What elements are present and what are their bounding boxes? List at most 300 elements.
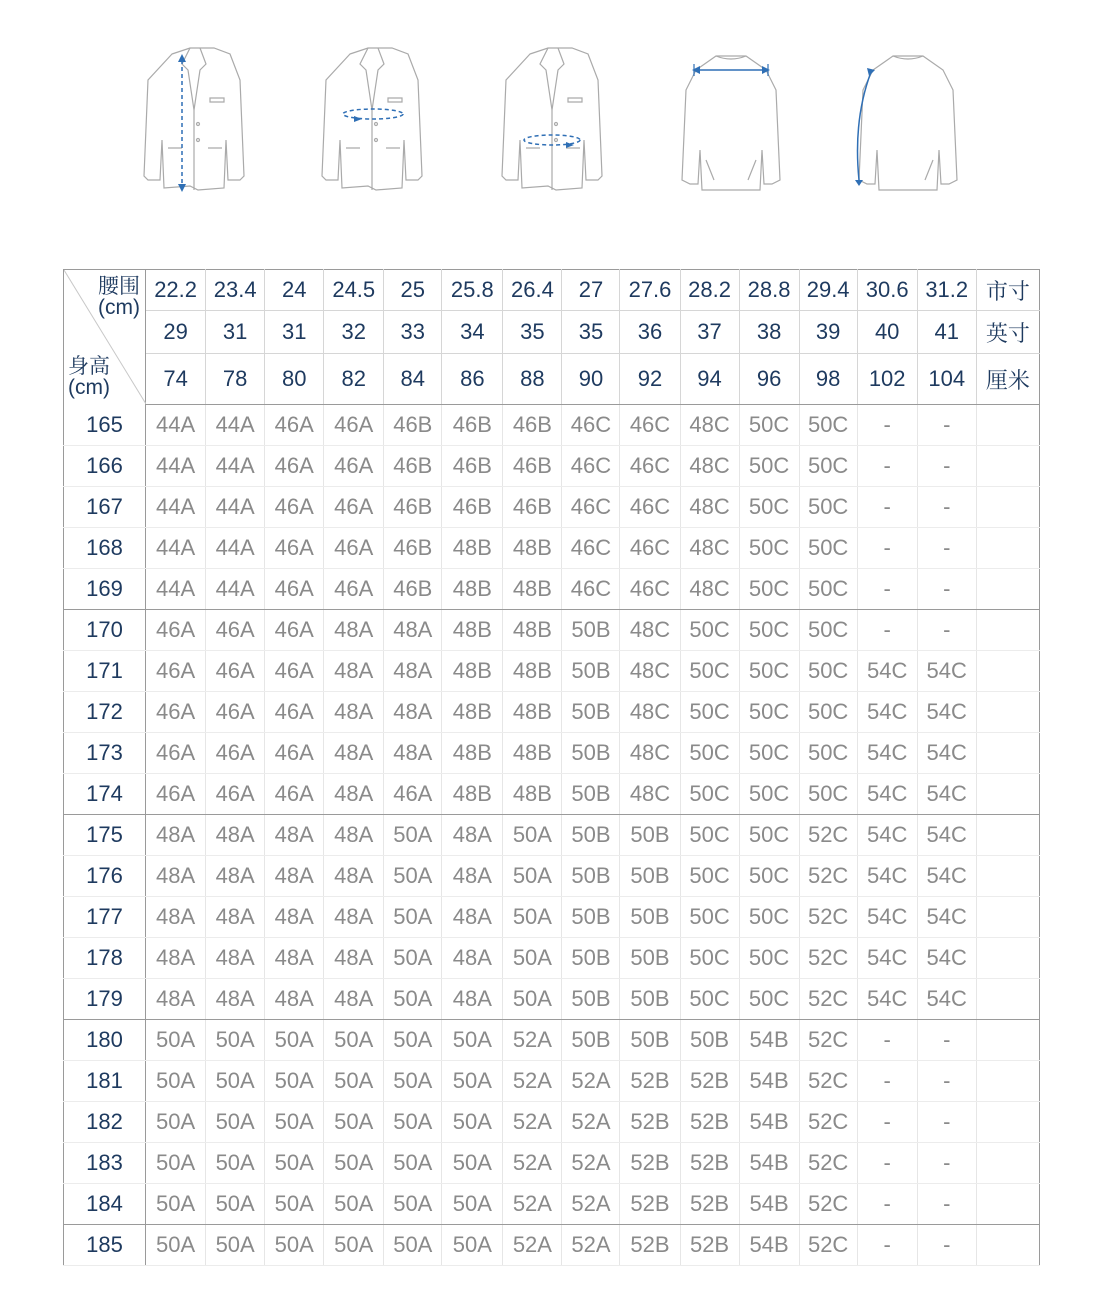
size-cell: - [917,1184,976,1225]
table-row [64,651,1040,692]
waist-value-cell: 92 [620,354,680,405]
size-cell: 50C [739,651,799,692]
size-cell: 46B [442,405,503,446]
size-cell: 50C [680,651,739,692]
size-cell: 46C [562,487,620,528]
size-cell: 54C [917,938,976,979]
size-cell: 48C [620,651,680,692]
size-cell: 48C [680,528,739,569]
table-row [64,733,1040,774]
size-cell: - [917,446,976,487]
size-cell: 50C [799,528,857,569]
size-cell: 50B [562,938,620,979]
size-cell: - [857,446,917,487]
size-cell: 50C [799,774,857,815]
size-cell: 50A [442,1143,503,1184]
empty-unit-cell [976,815,1039,856]
waist-value-cell: 30.6 [857,270,917,311]
height-cell: 176 [64,856,146,897]
waist-value-cell: 84 [384,354,442,405]
size-cell: 48A [384,733,442,774]
size-cell: 52C [799,1225,857,1266]
size-cell: 48A [324,651,384,692]
size-cell: 50C [739,610,799,651]
height-cell: 174 [64,774,146,815]
size-cell: 50A [146,1184,206,1225]
table-row [64,446,1040,487]
size-cell: 48A [324,856,384,897]
waist-value-cell: 31.2 [917,270,976,311]
size-cell: 50B [562,979,620,1020]
size-cell: 50B [562,774,620,815]
size-cell: 48A [324,938,384,979]
size-cell: 46B [384,487,442,528]
size-cell: 54C [917,979,976,1020]
size-cell: 46A [265,774,324,815]
size-cell: 50A [442,1225,503,1266]
waist-value-cell: 102 [857,354,917,405]
size-cell: 54B [739,1143,799,1184]
size-cell: 44A [146,446,206,487]
waist-axis-label: 腰围 (cm) [98,275,140,319]
size-cell: - [917,610,976,651]
header-row [64,270,1040,311]
size-cell: 46C [562,446,620,487]
unit-label: 英寸 [976,311,1039,354]
size-cell: 48C [620,733,680,774]
size-cell: 48A [146,897,206,938]
size-cell: 46A [265,733,324,774]
size-cell: 50A [265,1102,324,1143]
size-cell: 44A [146,569,206,610]
waist-value-cell: 24 [265,270,324,311]
size-cell: 50A [265,1061,324,1102]
size-cell: 54C [917,897,976,938]
size-cell: 54C [917,815,976,856]
size-cell: 52C [799,815,857,856]
size-cell: 50A [442,1020,503,1061]
waist-value-cell: 29.4 [799,270,857,311]
size-cell: - [857,487,917,528]
empty-unit-cell [976,528,1039,569]
size-cell: 52A [503,1225,562,1266]
waist-value-cell: 38 [739,311,799,354]
size-cell: 46C [620,487,680,528]
height-cell: 171 [64,651,146,692]
size-cell: 50A [384,815,442,856]
size-cell: 50A [324,1225,384,1266]
size-cell: 52B [680,1184,739,1225]
size-cell: - [857,1061,917,1102]
height-cell: 177 [64,897,146,938]
size-cell: 52A [562,1102,620,1143]
size-cell: 50A [146,1102,206,1143]
size-cell: 46A [146,610,206,651]
size-cell: 50C [680,979,739,1020]
size-cell: 50A [324,1061,384,1102]
size-cell: 46A [265,405,324,446]
size-cell: 46A [206,774,265,815]
size-cell: 46A [324,446,384,487]
size-cell: 50C [799,692,857,733]
size-cell: 50C [799,610,857,651]
size-cell: 46B [503,446,562,487]
size-cell: 50B [620,938,680,979]
size-cell: 50C [739,405,799,446]
size-cell: 52C [799,1061,857,1102]
waist-value-cell: 28.8 [739,270,799,311]
size-cell: 48A [324,979,384,1020]
size-cell: 50C [739,733,799,774]
size-cell: 48B [442,569,503,610]
size-cell: 46A [265,610,324,651]
unit-label: 市寸 [976,270,1039,311]
size-cell: 54C [857,692,917,733]
size-cell: 50C [799,405,857,446]
size-cell: 44A [206,487,265,528]
size-cell: 44A [206,405,265,446]
waist-value-cell: 27.6 [620,270,680,311]
table-row [64,979,1040,1020]
jacket-shoulder-figure [676,40,786,195]
size-cell: 50A [384,1061,442,1102]
size-cell: 46C [620,446,680,487]
size-cell: 52B [680,1225,739,1266]
size-cell: 54C [857,733,917,774]
height-axis-label: 身高 (cm) [68,355,110,399]
size-cell: 46C [620,528,680,569]
table-row [64,938,1040,979]
size-cell: 46C [562,528,620,569]
size-cell: - [857,1225,917,1266]
size-cell: 50A [324,1184,384,1225]
height-cell: 170 [64,610,146,651]
size-cell: 48A [265,979,324,1020]
size-cell: 54C [917,733,976,774]
size-cell: - [857,610,917,651]
corner-cell [64,270,146,405]
empty-unit-cell [976,610,1039,651]
size-cell: 50A [442,1184,503,1225]
waist-value-cell: 86 [442,354,503,405]
size-cell: 48C [620,774,680,815]
size-cell: 50A [206,1020,265,1061]
height-cell: 184 [64,1184,146,1225]
size-cell: 50C [739,528,799,569]
size-cell: 50C [739,938,799,979]
size-cell: 46A [206,692,265,733]
height-cell: 167 [64,487,146,528]
table-row [64,856,1040,897]
size-cell: 50A [442,1102,503,1143]
height-cell: 181 [64,1061,146,1102]
size-cell: 48A [146,979,206,1020]
table-row [64,1143,1040,1184]
size-cell: 54C [857,856,917,897]
size-cell: 50C [680,610,739,651]
size-cell: - [917,487,976,528]
height-cell: 185 [64,1225,146,1266]
size-cell: 48A [265,938,324,979]
size-cell: 52C [799,1020,857,1061]
table-row [64,1020,1040,1061]
size-cell: 50A [146,1020,206,1061]
size-cell: 48A [324,692,384,733]
table-row [64,774,1040,815]
empty-unit-cell [976,405,1039,446]
size-cell: 50B [620,856,680,897]
header-row [64,311,1040,354]
empty-unit-cell [976,774,1039,815]
size-cell: 46A [265,569,324,610]
size-cell: 52A [503,1102,562,1143]
size-cell: 52A [503,1020,562,1061]
size-cell: 50B [562,651,620,692]
size-cell: 52B [620,1143,680,1184]
size-cell: 46A [146,774,206,815]
empty-unit-cell [976,733,1039,774]
size-cell: 50A [265,1225,324,1266]
size-cell: 50A [206,1184,265,1225]
size-cell: - [917,1020,976,1061]
table-row [64,487,1040,528]
size-cell: - [917,1061,976,1102]
size-cell: 46B [503,405,562,446]
waist-value-cell: 35 [503,311,562,354]
size-cell: 50B [620,979,680,1020]
height-cell: 175 [64,815,146,856]
table-row [64,569,1040,610]
size-cell: 50A [503,938,562,979]
jacket-sleeve-figure [853,40,963,195]
size-cell: 50C [680,856,739,897]
size-cell: 50A [503,856,562,897]
waist-value-cell: 88 [503,354,562,405]
size-cell: 48A [384,651,442,692]
size-cell: 48A [324,897,384,938]
waist-value-cell: 31 [265,311,324,354]
size-cell: 50A [206,1102,265,1143]
height-cell: 179 [64,979,146,1020]
size-cell: 50B [620,897,680,938]
size-cell: 54C [917,692,976,733]
size-cell: 52A [503,1061,562,1102]
size-cell: 52B [620,1102,680,1143]
size-cell: 50B [562,1020,620,1061]
jacket-waist-figure [318,40,428,195]
size-cell: 52C [799,979,857,1020]
size-cell: - [857,1143,917,1184]
size-cell: 52C [799,1102,857,1143]
height-cell: 182 [64,1102,146,1143]
empty-unit-cell [976,1020,1039,1061]
size-cell: 50C [799,569,857,610]
size-cell: 48A [206,938,265,979]
size-cell: 50A [384,1225,442,1266]
size-cell: 50C [739,897,799,938]
size-cell: 50A [324,1102,384,1143]
size-cell: 54C [857,897,917,938]
size-cell: - [857,528,917,569]
empty-unit-cell [976,1061,1039,1102]
size-cell: 48A [265,815,324,856]
size-cell: 52A [562,1143,620,1184]
size-cell: 50A [206,1061,265,1102]
size-cell: 50C [680,774,739,815]
size-cell: 50A [384,1184,442,1225]
size-cell: 50C [680,897,739,938]
size-cell: 48B [503,651,562,692]
empty-unit-cell [976,897,1039,938]
size-cell: - [917,528,976,569]
empty-unit-cell [976,487,1039,528]
size-cell: 48A [442,938,503,979]
size-cell: - [857,1184,917,1225]
size-cell: 50A [324,1020,384,1061]
size-cell: 52C [799,1184,857,1225]
size-cell: 50A [146,1061,206,1102]
empty-unit-cell [976,1102,1039,1143]
waist-value-cell: 32 [324,311,384,354]
size-cell: 50A [206,1225,265,1266]
table-row [64,815,1040,856]
size-cell: 50A [265,1184,324,1225]
table-row [64,1061,1040,1102]
size-cell: 50B [620,1020,680,1061]
size-cell: 46A [324,528,384,569]
size-cell: 54C [857,774,917,815]
size-cell: 46A [384,774,442,815]
size-cell: 46B [503,487,562,528]
size-cell: 44A [206,446,265,487]
empty-unit-cell [976,1143,1039,1184]
size-cell: - [917,1102,976,1143]
waist-value-cell: 39 [799,311,857,354]
size-cell: 50A [384,1020,442,1061]
table-row [64,405,1040,446]
waist-value-cell: 25 [384,270,442,311]
size-table-header [64,270,1040,405]
empty-unit-cell [976,569,1039,610]
size-cell: 48A [324,774,384,815]
size-cell: 46A [206,610,265,651]
size-cell: 48A [146,938,206,979]
size-cell: - [917,405,976,446]
waist-value-cell: 29 [146,311,206,354]
waist-value-cell: 90 [562,354,620,405]
size-cell: 48A [384,610,442,651]
height-cell: 183 [64,1143,146,1184]
size-cell: 50C [680,938,739,979]
size-cell: 50B [562,692,620,733]
size-cell: 46B [384,405,442,446]
size-cell: 48A [384,692,442,733]
waist-value-cell: 40 [857,311,917,354]
waist-value-cell: 25.8 [442,270,503,311]
size-cell: 46C [562,569,620,610]
empty-unit-cell [976,651,1039,692]
waist-value-cell: 98 [799,354,857,405]
size-cell: 54C [917,651,976,692]
waist-value-cell: 27 [562,270,620,311]
size-cell: 48A [442,815,503,856]
empty-unit-cell [976,938,1039,979]
size-cell: 46C [562,405,620,446]
measurement-figures [0,0,1106,230]
header-row [64,354,1040,405]
size-cell: 46A [265,692,324,733]
size-cell: 48B [442,733,503,774]
size-cell: 50A [146,1225,206,1266]
empty-unit-cell [976,446,1039,487]
size-cell: 50C [799,733,857,774]
size-cell: 48C [680,487,739,528]
size-cell: 48B [503,733,562,774]
size-cell: 54B [739,1225,799,1266]
size-cell: 48A [206,815,265,856]
size-cell: 50C [739,815,799,856]
empty-unit-cell [976,692,1039,733]
size-cell: 50A [503,979,562,1020]
size-cell: 52A [503,1184,562,1225]
size-cell: 52B [620,1225,680,1266]
size-cell: 46C [620,405,680,446]
waist-value-cell: 36 [620,311,680,354]
table-row [64,1102,1040,1143]
size-cell: 54C [917,856,976,897]
waist-value-cell: 23.4 [206,270,265,311]
size-cell: 54C [917,774,976,815]
size-cell: 50A [384,856,442,897]
size-cell: 48B [503,528,562,569]
size-cell: 48A [442,897,503,938]
size-cell: 50C [739,446,799,487]
size-cell: 54B [739,1184,799,1225]
jacket-length-figure [140,40,250,195]
size-cell: 50C [739,692,799,733]
size-cell: 48B [442,651,503,692]
waist-value-cell: 28.2 [680,270,739,311]
size-cell: 52C [799,938,857,979]
size-cell: 54B [739,1061,799,1102]
empty-unit-cell [976,1225,1039,1266]
size-cell: 48A [146,856,206,897]
size-cell: 50A [265,1143,324,1184]
empty-unit-cell [976,979,1039,1020]
size-cell: 46A [265,528,324,569]
size-cell: 48C [680,405,739,446]
size-cell: 46B [442,487,503,528]
size-cell: 50B [562,856,620,897]
size-cell: 46B [442,446,503,487]
size-cell: 50A [265,1020,324,1061]
jacket-hem-figure [498,40,608,195]
size-cell: 50A [324,1143,384,1184]
size-cell: 50A [503,815,562,856]
height-cell: 172 [64,692,146,733]
height-cell: 173 [64,733,146,774]
size-cell: 48A [146,815,206,856]
size-cell: 44A [206,569,265,610]
size-cell: 50C [739,569,799,610]
size-cell: 48B [503,774,562,815]
size-cell: 46B [384,569,442,610]
size-cell: 46A [146,651,206,692]
size-cell: 54C [857,815,917,856]
size-cell: 44A [146,405,206,446]
size-cell: 50B [562,733,620,774]
size-cell: 46A [265,651,324,692]
